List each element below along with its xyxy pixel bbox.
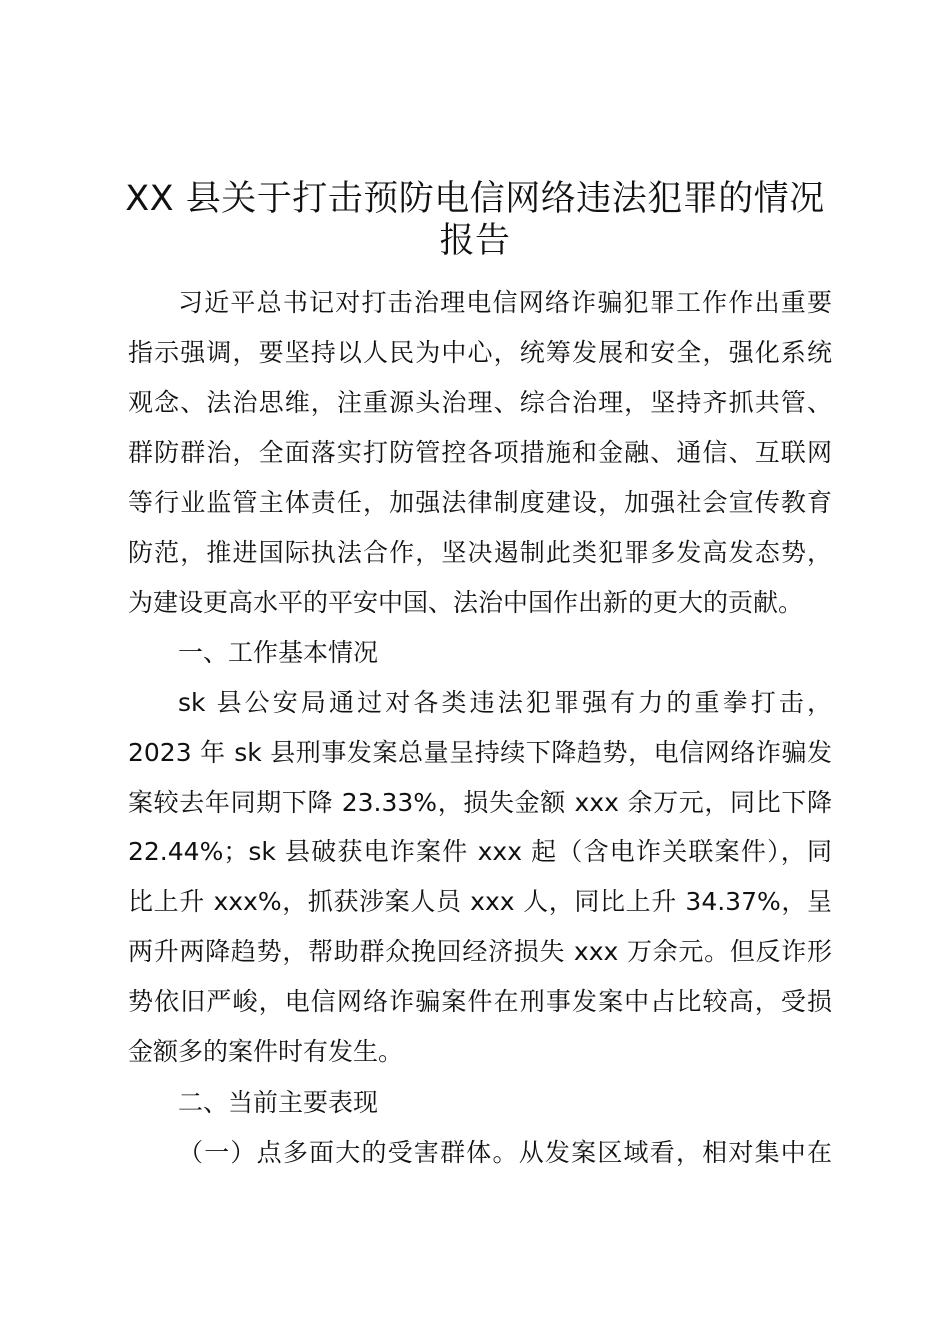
text-line: 观念、法治思维，注重源头治理、综合治理，坚持齐抓共管、: [128, 388, 832, 417]
text-line: 群防群治，全面落实打防管控各项措施和金融、通信、互联网: [128, 438, 832, 467]
text-line: 指示强调，要坚持以人民为中心，统筹发展和安全，强化系统: [128, 338, 832, 367]
section-heading-2: 二、当前主要表现: [178, 1088, 379, 1117]
text-line: 两升两降趋势，帮助群众挽回经济损失 xxx 万余元。但反诈形: [128, 937, 832, 966]
text-line: sk 县公安局通过对各类违法犯罪强有力的重拳打击，: [178, 688, 832, 717]
section-heading-1: 一、工作基本情况: [178, 638, 379, 667]
text-line: 为建设更高水平的平安中国、法治中国作出新的更大的贡献。: [128, 588, 804, 617]
text-line: 防范，推进国际执法合作，坚决遏制此类犯罪多发高发态势，: [128, 538, 832, 567]
document-title: [110, 178, 840, 262]
title-line-2: 报告: [439, 221, 511, 261]
text-line: 2023 年 sk 县刑事发案总量呈持续下降趋势，电信网络诈骗发: [128, 738, 832, 767]
title-line-1: XX 县关于打击预防电信网络违法犯罪的情况: [125, 179, 825, 219]
text-line: 22.44%；sk 县破获电诈案件 xxx 起（含电诈关联案件），同: [128, 837, 832, 866]
text-line: 势依旧严峻，电信网络诈骗案件在刑事发案中占比较高，受损: [128, 987, 832, 1016]
text-line: 比上升 xxx%，抓获涉案人员 xxx 人，同比上升 34.37%，呈: [128, 887, 832, 916]
subsection-line: （一）点多面大的受害群体。从发案区域看，相对集中在: [178, 1138, 832, 1167]
text-line: 案较去年同期下降 23.33%，损失金额 xxx 余万元，同比下降: [128, 788, 832, 817]
text-line: 习近平总书记对打击治理电信网络诈骗犯罪工作作出重要: [178, 288, 832, 317]
text-line: 等行业监管主体责任，加强法律制度建设，加强社会宣传教育: [128, 488, 832, 517]
text-line: 金额多的案件时有发生。: [128, 1037, 404, 1066]
